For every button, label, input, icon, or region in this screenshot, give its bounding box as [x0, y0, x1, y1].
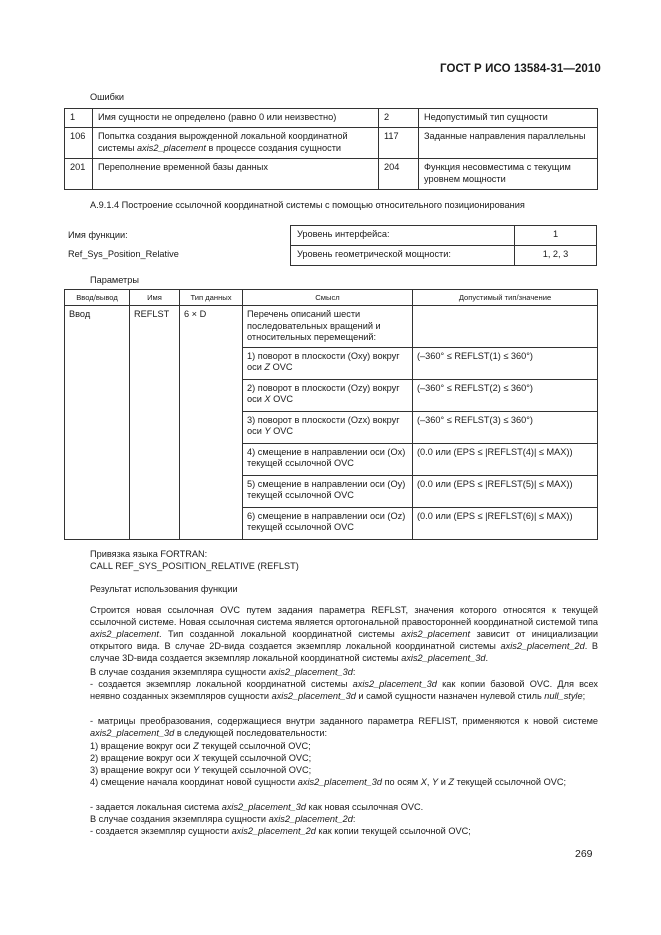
table-row — [65, 109, 598, 128]
param-meaning: 2) поворот в плоскости (Ozy) вокруг оси X OVC — [243, 379, 413, 411]
param-value: (–360° ≤ REFLST(1) ≤ 360°) — [413, 347, 598, 379]
paragraph: - задается локальная система axis2_placement_3d как новая ссылочная OVC. — [90, 802, 424, 812]
power-level-label: Уровень геометрической мощности: — [291, 246, 515, 266]
param-value: (0.0 или (EPS ≤ |REFLST(4)| ≤ MAX)) — [413, 443, 598, 475]
errors-caption: Ошибки — [90, 92, 125, 102]
error-code: 1 — [65, 109, 93, 128]
param-name: REFLST — [130, 306, 180, 540]
paragraph: - создается экземпляр локальной координатной системы axis2_placement_3d как копии базовой OVC. Для всех неявно созданных экземпляров сущности axis2_placement_3d и самой сущности назначен нулевой стиль null_style; — [90, 679, 598, 701]
column-header: Имя — [130, 290, 180, 306]
list-item: 4) смещение начала координат новой сущности axis2_placement_3d по осям X, Y и Z текущей ссылочной OVC; — [90, 777, 567, 787]
table-header-row — [65, 290, 598, 306]
table-row — [65, 127, 598, 158]
param-meaning: 4) смещение в направлении оси (Ox) текущей ссылочной OVC — [243, 443, 413, 475]
params-caption: Параметры — [90, 275, 139, 285]
levels-table — [290, 225, 597, 266]
table-row — [291, 246, 597, 266]
error-text: Переполнение временной базы данных — [93, 158, 379, 189]
params-table — [64, 289, 598, 540]
param-meaning: 5) смещение в направлении оси (Oy) текущей ссылочной OVC — [243, 475, 413, 507]
document-header: ГОСТ Р ИСО 13584-31—2010 — [440, 63, 601, 75]
error-text: Имя сущности не определено (равно 0 или неизвестно) — [93, 109, 379, 128]
result-title: Результат использования функции — [90, 584, 238, 594]
column-header: Допустимый тип/значение — [413, 290, 598, 306]
paragraph: В случае создания экземпляра сущности axis2_placement_2d: — [90, 814, 356, 824]
section-title: А.9.1.4 Построение ссылочной координатной системы с помощью относительного позиционирования — [90, 200, 525, 210]
column-header: Ввод/вывод — [65, 290, 130, 306]
fortran-title: Привязка языка FORTRAN: — [90, 549, 208, 559]
interface-level-value: 1 — [515, 226, 597, 246]
list-item: 2) вращение вокруг оси X текущей ссылочной OVC; — [90, 753, 312, 763]
list-item: 3) вращение вокруг оси Y текущей ссылочной OVC; — [90, 765, 312, 775]
table-row — [65, 158, 598, 189]
param-value: (0.0 или (EPS ≤ |REFLST(6)| ≤ MAX)) — [413, 507, 598, 539]
table-row — [65, 306, 598, 348]
function-name-value: Ref_Sys_Position_Relative — [68, 249, 179, 259]
param-meaning: Перечень описаний шести последовательных вращений и относительных перемещений: — [243, 306, 413, 348]
paragraph: Строится новая ссылочная OVC путем задания параметра REFLST, значения которого относятся к текущей ссылочной системе. Новая ссылочная система является ортогональной правосторонней координатной системой типа axis2_placement. Тип созданной локальной координатной системы axis2_placement зависит от инициализации открытого вида. В случае 2D-вида создается экземпляр локальной координатной системы axis2_placement_2d. В случае 3D-вида создается экземпляр локальной координатной системы axis2_placement_3d. — [90, 605, 599, 663]
param-io: Ввод — [65, 306, 130, 540]
fortran-call: CALL REF_SYS_POSITION_RELATIVE (REFLST) — [90, 561, 299, 571]
paragraph: - создается экземпляр сущности axis2_placement_2d как копии текущей ссылочной OVC; — [90, 826, 471, 836]
table-row — [291, 226, 597, 246]
param-value: (–360° ≤ REFLST(3) ≤ 360°) — [413, 411, 598, 443]
param-type: 6 × D — [180, 306, 243, 540]
error-code: 2 — [379, 109, 419, 128]
error-code: 117 — [379, 127, 419, 158]
error-code: 201 — [65, 158, 93, 189]
error-code: 106 — [65, 127, 93, 158]
column-header: Смысл — [243, 290, 413, 306]
paragraph: - матрицы преобразования, содержащиеся внутри заданного параметра REFLIST, применяются к новой системе axis2_placement_3d в следующей последовательности: — [90, 716, 598, 738]
param-value: (0.0 или (EPS ≤ |REFLST(5)| ≤ MAX)) — [413, 475, 598, 507]
error-code: 204 — [379, 158, 419, 189]
function-name-label: Имя функции: — [68, 230, 128, 240]
column-header: Тип данных — [180, 290, 243, 306]
param-value — [413, 306, 598, 348]
list-item: 1) вращение вокруг оси Z текущей ссылочной OVC; — [90, 741, 311, 751]
error-text: Заданные направления параллельны — [419, 127, 598, 158]
interface-level-label: Уровень интерфейса: — [291, 226, 515, 246]
error-text: Попытка создания вырожденной локальной координатной системы axis2_placement в процессе создания сущности — [93, 127, 379, 158]
power-level-value: 1, 2, 3 — [515, 246, 597, 266]
param-meaning: 1) поворот в плоскости (Oxy) вокруг оси Z OVC — [243, 347, 413, 379]
param-meaning: 6) смещение в направлении оси (Oz) текущей ссылочной OVC — [243, 507, 413, 539]
paragraph: В случае создания экземпляра сущности axis2_placement_3d: — [90, 667, 356, 677]
param-meaning: 3) поворот в плоскости (Ozx) вокруг оси Y OVC — [243, 411, 413, 443]
param-value: (–360° ≤ REFLST(2) ≤ 360°) — [413, 379, 598, 411]
page-number: 269 — [575, 848, 593, 860]
error-text: Функция несовместима с текущим уровнем мощности — [419, 158, 598, 189]
error-text: Недопустимый тип сущности — [419, 109, 598, 128]
errors-table — [64, 108, 598, 190]
